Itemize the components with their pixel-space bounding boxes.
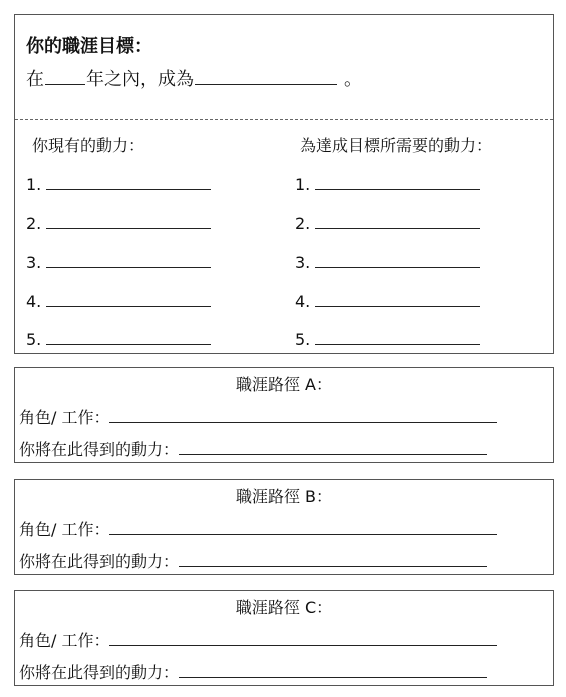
goal-statement — [26, 67, 362, 93]
years-blank[interactable] — [45, 83, 85, 85]
current-motivation-item-1: 1. — [26, 173, 211, 196]
motivation-row — [19, 550, 487, 573]
role-label: 角色/ 工作： — [19, 631, 110, 650]
motivation-label: 你將在此得到的動力： — [19, 552, 180, 571]
role-label: 角色/ 工作： — [19, 408, 110, 427]
motivation-answer-line[interactable] — [179, 550, 487, 567]
motivation-answer-line[interactable] — [179, 661, 487, 678]
role-answer-line[interactable] — [109, 518, 497, 535]
role-answer-line[interactable] — [109, 406, 497, 423]
role-row — [19, 406, 497, 429]
motivation-label: 你將在此得到的動力： — [19, 663, 180, 682]
current-motivation-item-3: 3. — [26, 251, 211, 274]
needed-motivation-item-2: 2. — [295, 212, 480, 235]
role-row — [19, 518, 497, 541]
needed-motivation-item-4: 4. — [295, 290, 480, 313]
current-motivation-item-2: 2. — [26, 212, 211, 235]
goal-text-middle: 年之內，成為 — [86, 69, 194, 90]
path-title: 職涯路徑 A： — [235, 375, 333, 394]
current-motivation-item-5: 5. — [26, 328, 211, 351]
career-goal-box — [14, 14, 554, 354]
dotted-separator — [15, 119, 553, 120]
target-role-blank[interactable] — [195, 83, 337, 85]
answer-line[interactable] — [315, 251, 480, 268]
role-label: 角色/ 工作： — [19, 520, 110, 539]
needed-motivation-item-1: 1. — [295, 173, 480, 196]
current-motivation-item-4: 4. — [26, 290, 211, 313]
answer-line[interactable] — [46, 290, 211, 307]
role-row — [19, 629, 497, 652]
motivation-answer-line[interactable] — [179, 438, 487, 455]
answer-line[interactable] — [315, 212, 480, 229]
answer-line[interactable] — [46, 173, 211, 190]
role-answer-line[interactable] — [109, 629, 497, 646]
current-motivation-heading: 你現有的動力： — [32, 136, 145, 155]
path-title: 職涯路徑 B： — [235, 487, 333, 506]
answer-line[interactable] — [46, 212, 211, 229]
needed-motivation-item-3: 3. — [295, 251, 480, 274]
motivation-row — [19, 438, 487, 461]
goal-text-suffix: 。 — [344, 69, 362, 90]
answer-line[interactable] — [315, 290, 480, 307]
career-path-b-box — [14, 479, 554, 575]
career-path-c-box — [14, 590, 554, 686]
career-path-a-box — [14, 367, 554, 463]
goal-title: 你的職涯目標： — [26, 36, 152, 57]
answer-line[interactable] — [46, 328, 211, 345]
needed-motivation-item-5: 5. — [295, 328, 480, 351]
path-title: 職涯路徑 C： — [235, 598, 333, 617]
answer-line[interactable] — [46, 251, 211, 268]
motivation-label: 你將在此得到的動力： — [19, 440, 180, 459]
motivation-row — [19, 661, 487, 684]
answer-line[interactable] — [315, 328, 480, 345]
needed-motivation-heading: 為達成目標所需要的動力： — [300, 136, 493, 155]
goal-text-prefix: 在 — [26, 69, 44, 90]
answer-line[interactable] — [315, 173, 480, 190]
